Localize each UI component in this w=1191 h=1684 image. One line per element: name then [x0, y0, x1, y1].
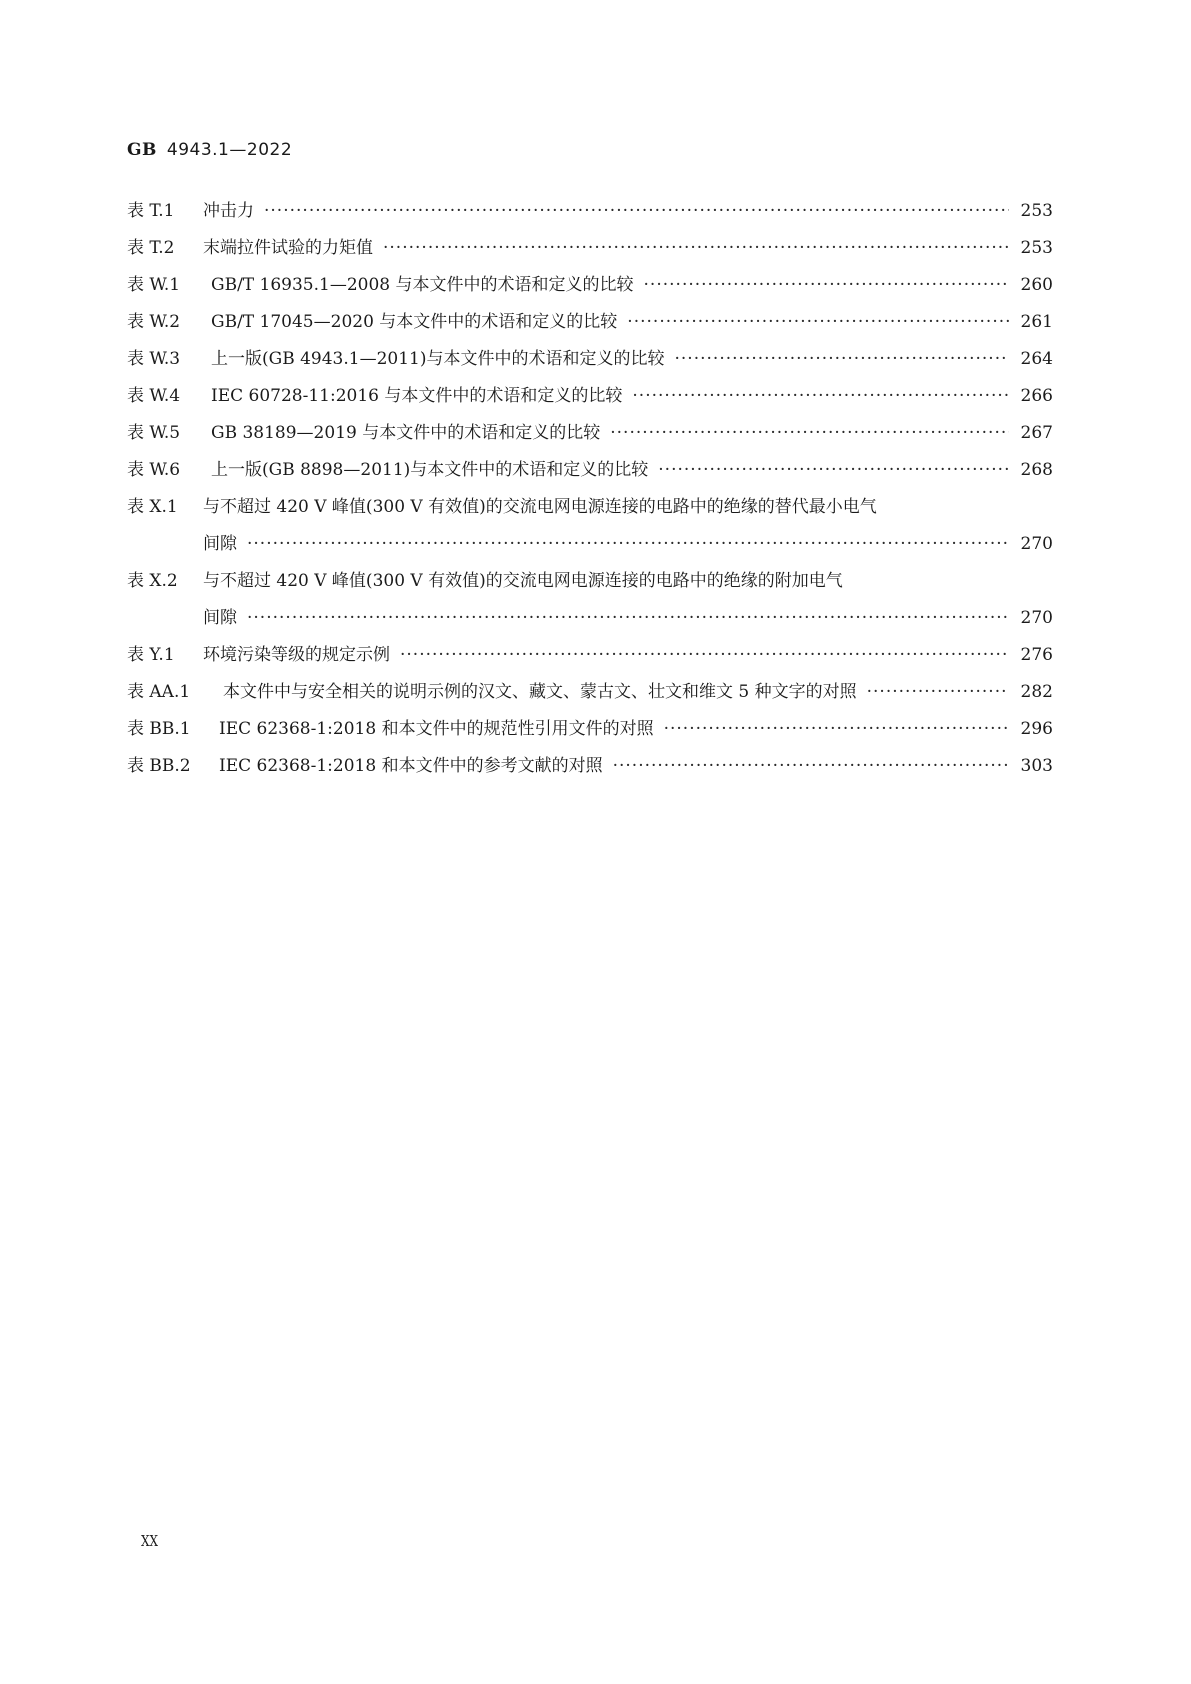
- toc-entry-title: 环境污染等级的规定示例: [203, 645, 390, 665]
- toc-entry-page: 270: [1020, 608, 1053, 628]
- toc-entry-page: 296: [1020, 719, 1053, 739]
- toc-entry-label: 表 Y.1: [127, 645, 175, 665]
- dot-leader: [247, 600, 1009, 637]
- toc-entry-page: 303: [1020, 756, 1053, 776]
- toc-entry[interactable]: [127, 748, 1053, 785]
- dot-leader: [400, 637, 1009, 674]
- toc-entry-page: 268: [1020, 460, 1053, 480]
- dot-leader: [867, 674, 1009, 711]
- toc-entry-title-line1: 与不超过 420 V 峰值(300 V 有效值)的交流电网电源连接的电路中的绝缘的替代最小电气: [203, 497, 877, 517]
- toc-entry[interactable]: [127, 452, 1053, 489]
- toc-entry-label: 表 BB.2: [127, 756, 191, 776]
- toc-entry-title-line2: 间隙: [203, 534, 237, 554]
- toc-entry-page: 253: [1020, 201, 1053, 221]
- toc-entry[interactable]: [127, 230, 1053, 267]
- toc-entry-page: 266: [1020, 386, 1053, 406]
- toc-entry-page: 282: [1020, 682, 1053, 702]
- table-of-contents: [127, 193, 1053, 785]
- page-header: [127, 140, 292, 160]
- toc-entry-page: 276: [1020, 645, 1053, 665]
- toc-entry-title: GB/T 17045—2020 与本文件中的术语和定义的比较: [211, 312, 618, 332]
- toc-entry-label: 表 W.2: [127, 312, 181, 332]
- toc-entry[interactable]: [127, 637, 1053, 674]
- toc-entry-page: 264: [1020, 349, 1053, 369]
- toc-entry-label: 表 AA.1: [127, 682, 191, 702]
- toc-entry-page: 270: [1020, 534, 1053, 554]
- dot-leader: [610, 415, 1009, 452]
- toc-entry[interactable]: [127, 489, 1053, 563]
- toc-entry-label: 表 T.2: [127, 238, 175, 258]
- toc-entry-title: IEC 62368-1:2018 和本文件中的规范性引用文件的对照: [219, 719, 654, 739]
- toc-entry-label: 表 W.4: [127, 386, 181, 406]
- toc-entry-page: 260: [1020, 275, 1053, 295]
- toc-entry-label: 表 T.1: [127, 201, 175, 221]
- standard-number: 4943.1—2022: [166, 140, 293, 160]
- toc-entry-title-line2: 间隙: [203, 608, 237, 628]
- toc-entry-title: GB/T 16935.1—2008 与本文件中的术语和定义的比较: [211, 275, 634, 295]
- dot-leader: [264, 193, 1009, 230]
- toc-entry-title: 本文件中与安全相关的说明示例的汉文、藏文、蒙古文、壮文和维文 5 种文字的对照: [223, 682, 857, 702]
- dot-leader: [247, 526, 1009, 563]
- toc-entry[interactable]: [127, 304, 1053, 341]
- toc-entry-title-line1: 与不超过 420 V 峰值(300 V 有效值)的交流电网电源连接的电路中的绝缘的附加电气: [203, 571, 843, 591]
- toc-entry-label: 表 W.6: [127, 460, 181, 480]
- toc-entry-title: IEC 62368-1:2018 和本文件中的参考文献的对照: [219, 756, 603, 776]
- toc-entry-page: 253: [1020, 238, 1053, 258]
- toc-entry-title: 上一版(GB 8898—2011)与本文件中的术语和定义的比较: [211, 460, 649, 480]
- toc-entry-page: 261: [1020, 312, 1053, 332]
- toc-entry-title: 末端拉件试验的力矩值: [203, 238, 373, 258]
- toc-entry[interactable]: [127, 674, 1053, 711]
- toc-entry[interactable]: [127, 341, 1053, 378]
- dot-leader: [613, 748, 1009, 785]
- dot-leader: [664, 711, 1009, 748]
- standard-prefix: GB: [127, 140, 157, 160]
- dot-leader: [627, 304, 1009, 341]
- toc-entry-label: 表 X.2: [127, 571, 178, 591]
- dot-leader: [675, 341, 1010, 378]
- toc-entry[interactable]: [127, 415, 1053, 452]
- page-number: XX: [141, 1532, 159, 1550]
- toc-entry[interactable]: [127, 563, 1053, 637]
- toc-entry[interactable]: [127, 267, 1053, 304]
- toc-entry-label: 表 W.5: [127, 423, 181, 443]
- dot-leader: [658, 452, 1009, 489]
- toc-entry-title: 冲击力: [203, 201, 254, 221]
- toc-entry-title: IEC 60728-11:2016 与本文件中的术语和定义的比较: [211, 386, 623, 406]
- toc-entry-page: 267: [1020, 423, 1053, 443]
- toc-entry-title: 上一版(GB 4943.1—2011)与本文件中的术语和定义的比较: [211, 349, 665, 369]
- toc-entry-label: 表 BB.1: [127, 719, 191, 739]
- toc-entry[interactable]: [127, 711, 1053, 748]
- dot-leader: [383, 230, 1009, 267]
- toc-entry-title: GB 38189—2019 与本文件中的术语和定义的比较: [211, 423, 601, 443]
- toc-entry-label: 表 W.3: [127, 349, 181, 369]
- dot-leader: [632, 378, 1009, 415]
- toc-entry[interactable]: [127, 378, 1053, 415]
- toc-entry-label: 表 W.1: [127, 275, 181, 295]
- dot-leader: [644, 267, 1009, 304]
- toc-entry-label: 表 X.1: [127, 497, 178, 517]
- toc-entry[interactable]: [127, 193, 1053, 230]
